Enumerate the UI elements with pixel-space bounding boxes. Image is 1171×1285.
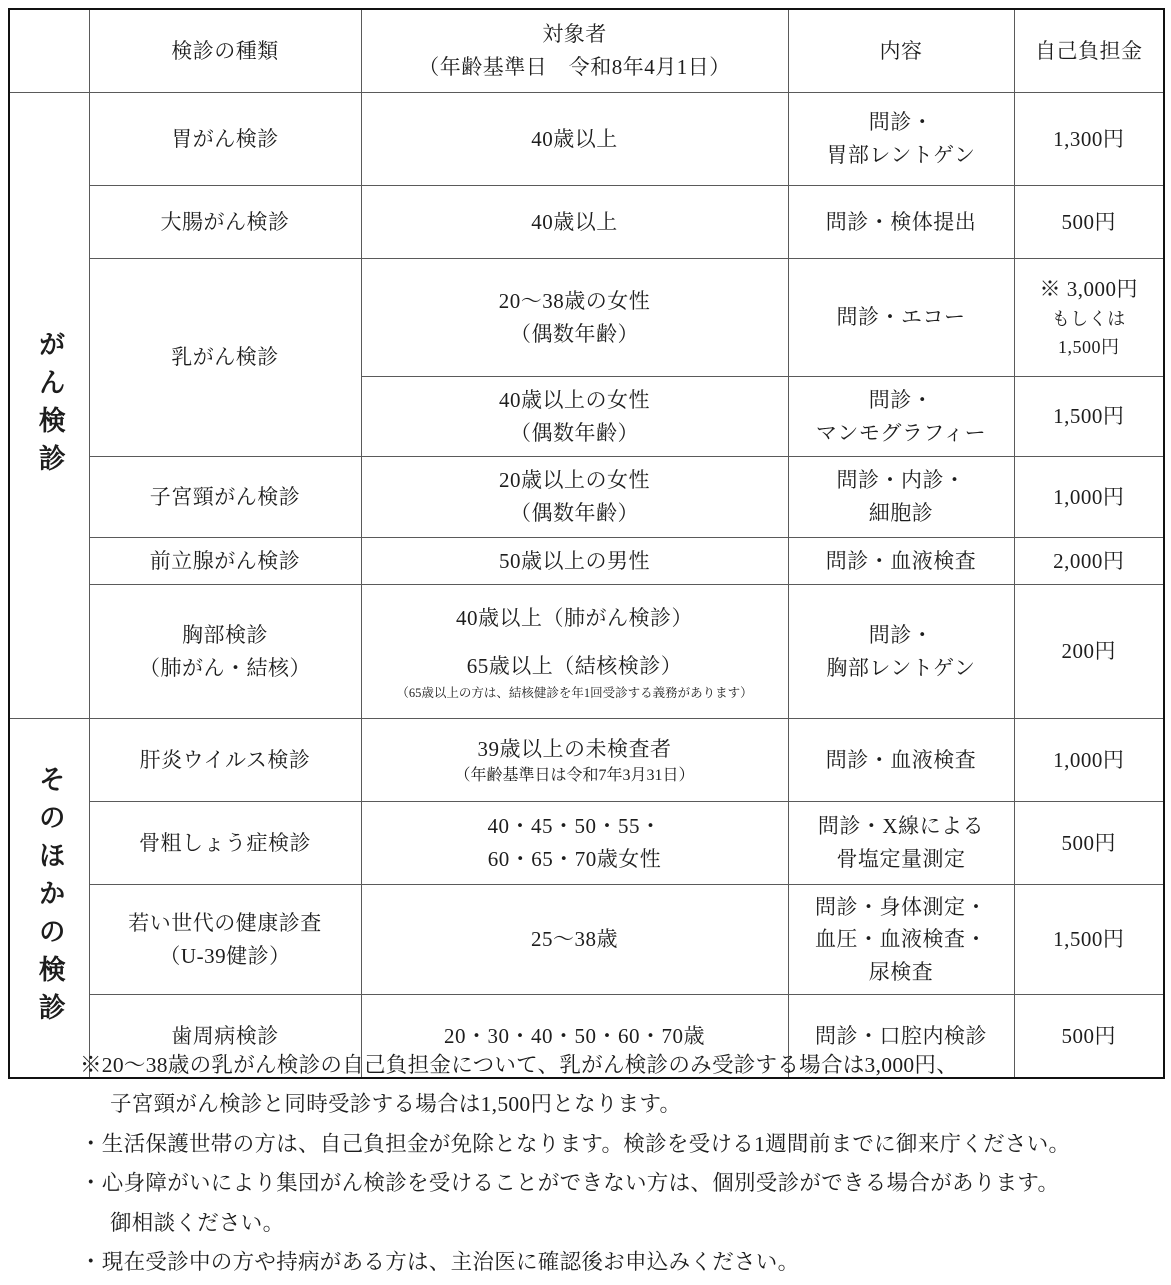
row-content: 問診・血液検査: [788, 538, 1014, 585]
header-fee-label: 自己負担金: [1035, 38, 1143, 63]
row-target: 40歳以上: [361, 93, 788, 186]
row-type: [89, 885, 361, 995]
header-fee-cell: [1014, 9, 1164, 93]
row-fee: 1,300円: [1014, 93, 1164, 186]
row-type-line1: 胸部検診: [182, 622, 268, 647]
header-type-cell: [89, 9, 361, 93]
row-target: 50歳以上の男性: [361, 538, 788, 585]
row-fee: 500円: [1014, 802, 1164, 885]
row-target-line2: （偶数年齢）: [510, 501, 639, 525]
row-content-line2: 胸部レントゲン: [826, 655, 976, 680]
table-row: [9, 457, 1164, 538]
row-content: [788, 377, 1014, 457]
category-other-cell: [9, 719, 89, 1079]
row-target-line2: （偶数年齢）: [510, 420, 639, 445]
row-fee: 1,000円: [1014, 457, 1164, 538]
row-target-line2: （偶数年齢）: [510, 321, 639, 346]
row-content-line2: 細胞診: [868, 501, 934, 525]
screening-table: [8, 8, 1165, 1079]
header-target-sublabel: （年齢基準日 令和8年4月1日）: [418, 55, 731, 79]
row-fee: 200円: [1014, 585, 1164, 719]
row-type-line1: 若い世代の健康診査: [128, 910, 322, 935]
header-category-cell: [9, 9, 89, 93]
row-target: 20・30・40・50・60・70歳: [361, 995, 788, 1079]
row-type-line2: （U-39健診）: [159, 943, 291, 968]
row-target: [361, 585, 788, 719]
row-content-line1: 問診・: [868, 110, 934, 135]
row-content-line2: 血圧・血液検査・: [815, 927, 987, 952]
row-target: [361, 457, 788, 538]
row-type: [89, 585, 361, 719]
row-type: 肝炎ウイルス検診: [89, 719, 361, 802]
row-fee-line2: もしくは: [1051, 308, 1126, 329]
note-welfare-exemption: ・生活保護世帯の方は、自己負担金が免除となります。検診を受ける1週間前までに御来庁ください。: [80, 1131, 1071, 1156]
note-disability-line2: 御相談ください。: [110, 1210, 285, 1235]
table-row: [9, 538, 1164, 585]
row-type: 胃がん検診: [89, 93, 361, 186]
category-cancer-label: がん検診: [34, 329, 65, 482]
row-fee: 2,000円: [1014, 538, 1164, 585]
row-fee-line3: 1,500円: [1058, 336, 1120, 357]
row-type: 子宮頸がん検診: [89, 457, 361, 538]
header-content-label: 内容: [879, 38, 923, 63]
row-fee-line1: ※ 3,000円: [1039, 277, 1138, 302]
row-type: 大腸がん検診: [89, 186, 361, 259]
row-target-fineprint: （65歳以上の方は、結核健診を年1回受診する義務があります）: [396, 685, 753, 700]
row-content: 問診・エコー: [788, 259, 1014, 377]
row-content: 問診・口腔内検診: [788, 995, 1014, 1079]
row-content: [788, 885, 1014, 995]
row-content-line1: 問診・X線による: [817, 814, 985, 839]
row-type-line2: （肺がん・結核）: [139, 655, 311, 680]
table-row: [9, 719, 1164, 802]
table-row: [9, 885, 1164, 995]
row-content: 問診・検体提出: [788, 186, 1014, 259]
row-target: [361, 259, 788, 377]
row-target-line1: 39歳以上の未検査者: [477, 736, 672, 761]
row-content-line3: 尿検査: [868, 959, 934, 984]
row-type: 前立腺がん検診: [89, 538, 361, 585]
note-disability-line1: ・心身障がいにより集団がん検診を受けることができない方は、個別受診ができる場合があります。: [80, 1171, 1060, 1196]
row-target-line1: 40・45・50・55・: [487, 814, 662, 839]
row-target-line1: 20～38歳の女性: [498, 288, 651, 313]
table-row: [9, 93, 1164, 186]
row-fee: 500円: [1014, 995, 1164, 1079]
row-content-line2: 胃部レントゲン: [826, 143, 976, 167]
row-content-line1: 問診・内診・: [836, 468, 966, 493]
row-content-line2: マンモグラフィー: [815, 420, 987, 445]
row-content-line1: 問診・: [868, 622, 934, 647]
row-fee: 1,000円: [1014, 719, 1164, 802]
row-target: 25～38歳: [361, 885, 788, 995]
row-target-line1: 20歳以上の女性: [499, 468, 650, 493]
row-content: [788, 802, 1014, 885]
row-fee: [1014, 259, 1164, 377]
note-breast-fee-line2: 子宮頸がん検診と同時受診する場合は1,500円となります。: [110, 1092, 682, 1117]
row-content-line1: 問診・: [868, 387, 934, 412]
row-target: [361, 377, 788, 457]
row-type: 骨粗しょう症検診: [89, 802, 361, 885]
row-fee: 500円: [1014, 186, 1164, 259]
row-type: 歯周病検診: [89, 995, 361, 1079]
row-target-line1: 40歳以上の女性: [499, 387, 650, 412]
row-content: 問診・血液検査: [788, 719, 1014, 802]
table-row: [9, 585, 1164, 719]
header-target-cell: [361, 9, 788, 93]
row-content: [788, 93, 1014, 186]
table-row: [9, 802, 1164, 885]
category-other-label: そのほかの検診: [34, 765, 65, 1031]
row-target-fineprint: （年齢基準日は令和7年3月31日）: [454, 767, 695, 785]
row-content-line1: 問診・身体測定・: [815, 894, 987, 919]
row-fee: 1,500円: [1014, 377, 1164, 457]
row-content: [788, 585, 1014, 719]
category-cancer-cell: [9, 93, 89, 719]
row-type: 乳がん検診: [89, 259, 361, 457]
row-target: [361, 802, 788, 885]
row-target-line2: 60・65・70歳女性: [487, 847, 662, 871]
row-target: [361, 719, 788, 802]
table-row: [9, 259, 1164, 377]
row-content: [788, 457, 1014, 538]
row-fee: 1,500円: [1014, 885, 1164, 995]
note-under-treatment: ・現在受診中の方や持病がある方は、主治医に確認後お申込みください。: [80, 1250, 800, 1275]
row-content-line2: 骨塩定量測定: [836, 847, 966, 871]
header-target-label: 対象者: [542, 22, 607, 47]
row-target: 40歳以上: [361, 186, 788, 259]
row-target-line2: 65歳以上（結核検診）: [466, 654, 683, 679]
row-target-line1: 40歳以上（肺がん検診）: [456, 605, 693, 630]
header-type-label: 検診の種類: [171, 38, 279, 63]
header-content-cell: [788, 9, 1014, 93]
table-row: [9, 186, 1164, 259]
note-breast-fee-line1: ※20～38歳の乳がん検診の自己負担金について、乳がん検診のみ受診する場合は3,000円、: [80, 1053, 959, 1077]
table-header-row: [9, 9, 1164, 93]
notes-section: [80, 1048, 1165, 1285]
